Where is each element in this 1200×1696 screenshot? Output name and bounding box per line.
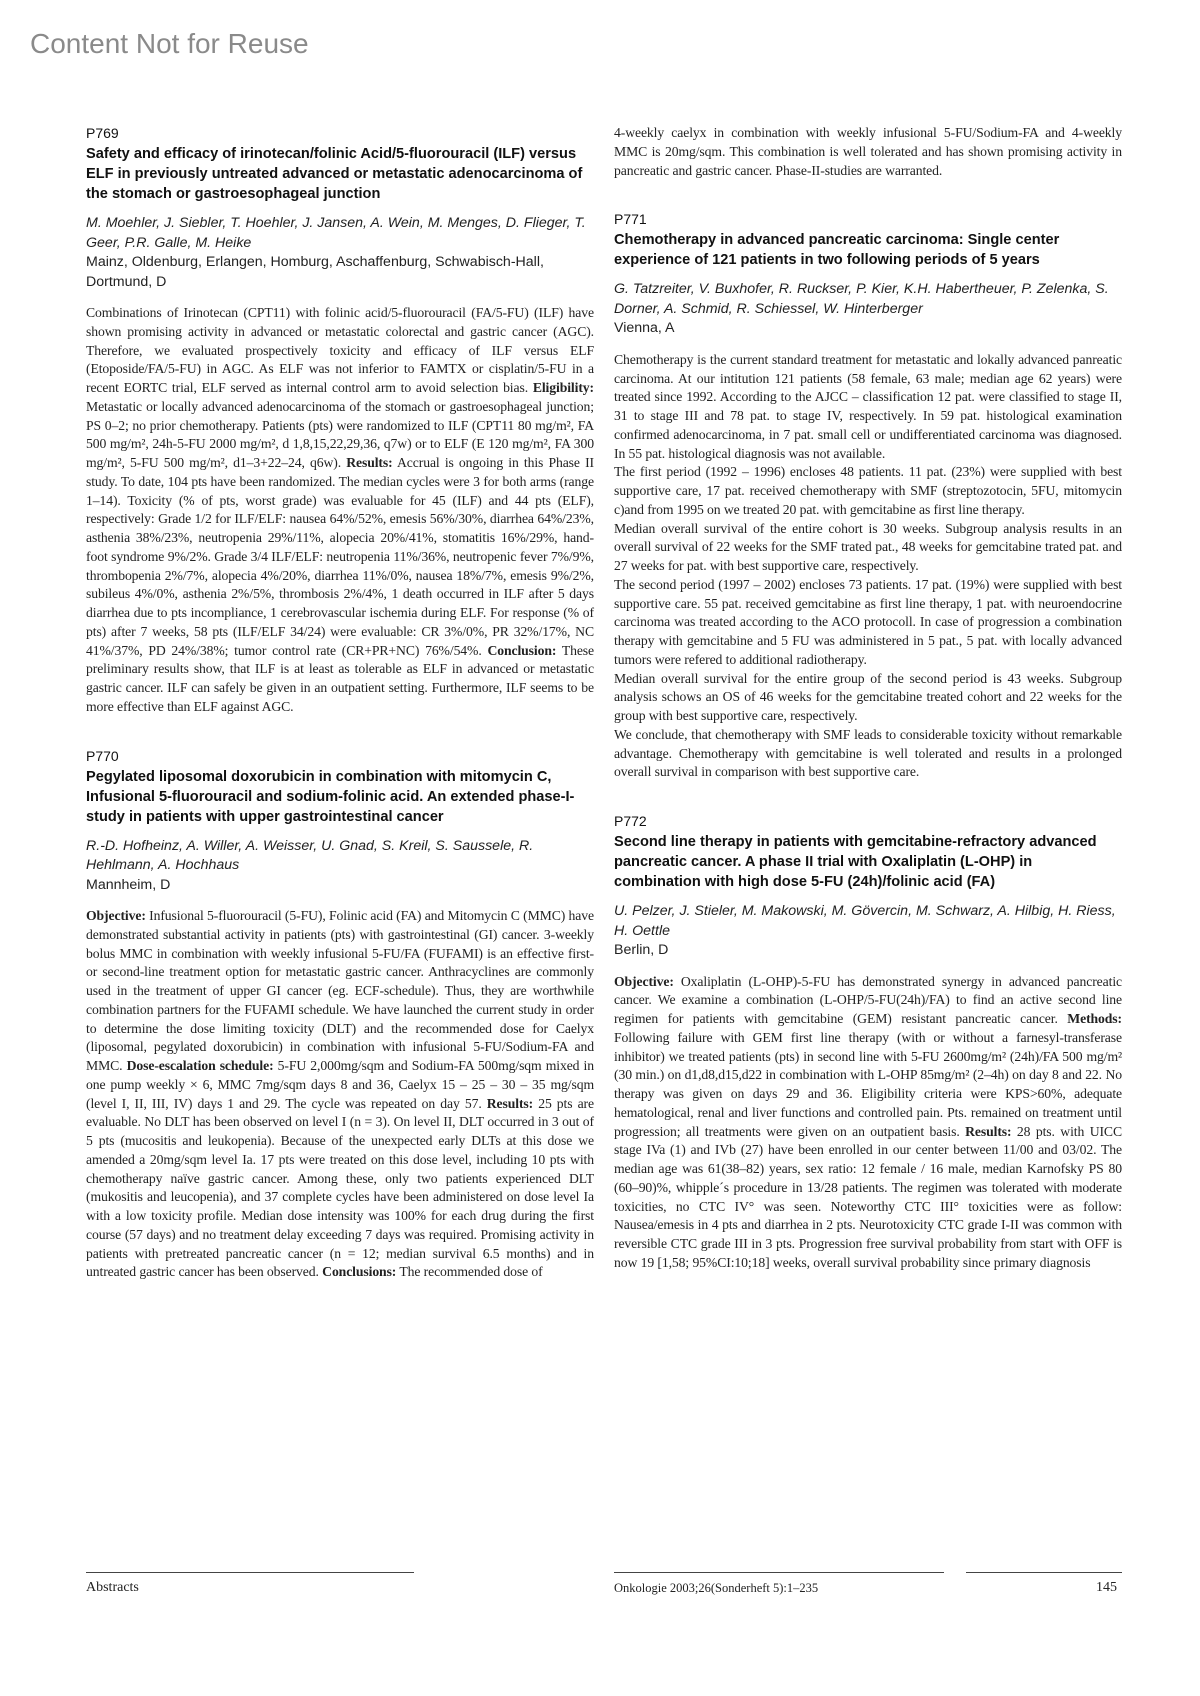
abstract-affiliation: Vienna, A <box>614 320 675 337</box>
abstract-authors: U. Pelzer, J. Stieler, M. Makowski, M. Gövercin, M. Schwarz, A. Hilbig, H. Riess, H. Oettle <box>614 903 1116 939</box>
body-text: Infusional 5-fluorouracil (5-FU), Folinic acid (FA) and Mitomycin C (MMC) have demonstrated substantial activity in patients (pts) with gastrointestinal (GI) cancer. 3-weekly bolus MMC in combination with weekly infusional 5-FU/FA (FUFAMI) is an effective first- or second-line treatment option for metastatic gastric cancer. Anthracyclines are commonly used in the treatment of upper GI cancer (eg. ECF-schedule). Thus, they are worthwhile combination partners for the FUFAMI schedule. We have launched the current study in order to determine the dose limiting toxicity (DLT) and the recommended dose for Caelyx (liposomal, pegylated doxorubicin) in combination with infusional 5-FU/Sodium-FA and MMC. <box>86 908 594 1073</box>
abstract-title: Second line therapy in patients with gemcitabine-refractory advanced pancreatic cancer. A phase II trial with Oxaliplatin (L-OHP) in combination with high dose 5-FU (24h)/folinic acid (FA) <box>614 834 1097 890</box>
section-label: Results: <box>486 1095 534 1111</box>
section-label: Methods: <box>1067 1011 1122 1026</box>
footer-rule-left <box>86 1572 414 1573</box>
section-label: Conclusion: <box>487 642 557 658</box>
section-label: Results: <box>346 455 393 470</box>
footer-section-label: Abstracts <box>86 1580 139 1595</box>
section-label: Conclusions: <box>322 1264 397 1280</box>
footer-journal-citation: Onkologie 2003;26(Sonderheft 5):1–235 <box>614 1581 819 1595</box>
abstract-authors: G. Tatzreiter, V. Buxhofer, R. Ruckser, P. Kier, K.H. Habertheuer, P. Zelenka, S. Dorner, A. Schmid, R. Schiessel, W. Hinterberger <box>614 281 1109 317</box>
body-paragraph: The first period (1992 – 1996) encloses 48 patients. 11 pat. (23%) were supplied with best supportive care, 17 pat. received chemotherapy with SMF (streptozotocin, 5FU, mitomycin c)and from 1995 on we treated 20 pat. with gemcitabine as first line therapy. <box>614 464 1122 517</box>
body-paragraph: Median overall survival for the entire group of the second period is 43 weeks. Subgroup analysis schows an OS of 46 weeks for the gemcitabine treated cohort and 22 weeks for the group with best supportive care, respectively. <box>614 670 1122 723</box>
abstract-p772 <box>614 812 1122 1273</box>
body-text: Oxaliplatin (L-OHP)-5-FU has demonstrated synergy in advanced pancreatic cancer. We examine a combination (L-OHP/5-FU(24h)/FA) to find an active second line regimen for patients with gemcitabine (GEM) resistant pancreatic cancer. <box>614 973 1122 1026</box>
abstract-p770 <box>86 747 594 1283</box>
abstract-authors: R.-D. Hofheinz, A. Willer, A. Weisser, U. Gnad, S. Kreil, S. Saussele, R. Hehlmann, A. Hochhaus <box>86 837 534 873</box>
section-label: Eligibility: <box>532 380 594 395</box>
body-text: The recommended dose of <box>396 1264 543 1280</box>
abstract-id: P772 <box>614 813 647 829</box>
abstract-body <box>614 351 1122 782</box>
section-label: Objective: <box>86 908 146 923</box>
body-paragraph: Median overall survival of the entire cohort is 30 weeks. Subgroup analysis results in an overall survival of 22 weeks for the SMF trated pat., 48 weeks for gemcitabine trated pat. and 27 weeks for pat. with best supportive care, respectively. <box>614 520 1122 573</box>
section-label: Dose-escalation schedule: <box>126 1058 274 1073</box>
abstract-body <box>86 304 594 717</box>
body-text: Following failure with GEM first line therapy (with or without a farnesyl-transferase inhibitor) we treated patients (pts) in second line with 5-FU 2600mg/m² (24h)/FA 500 mg/m² (30 min.) on d1,d8,d15,d22 in combination with L-OHP 85mg/m² (2–4h) on day 8 and 22. No therapy was given on days 29 and 36. Eligibility criteria were KPS>60%, adequate hematological, renal and liver functions and controlled pain. Pts. remained on treatment until progression; all treatments were given on an outpatient basis. <box>614 1029 1122 1139</box>
abstract-title: Chemotherapy in advanced pancreatic carcinoma: Single center experience of 121 patients in two following periods of 5 years <box>614 232 1060 269</box>
left-column <box>86 124 594 1312</box>
right-column <box>614 124 1122 1303</box>
abstract-id: P770 <box>86 747 119 764</box>
abstract-id: P769 <box>86 125 119 141</box>
abstract-id: P771 <box>614 211 647 228</box>
body-text: Combinations of Irinotecan (CPT11) with folinic acid/5-fluorouracil (FA/5-FU) (ILF) have shown promising activity in advanced or metastatic colorectal and gastric cancer (AGC). Therefore, we evaluated prospectively toxicity and efficacy of ILF versus ELF (Etoposide/FA/5-FU) in AGC. As ELF was not inferior to FAMTX or cisplatin/5-FU in a recent EORTC trial, ELF served as internal control arm to avoid selection bias. <box>86 305 594 395</box>
body-text: Accrual is ongoing in this Phase II study. To date, 104 pts have been randomized. The median cycles were 3 for both arms (range 1–14). Toxicity (% of pts, worst grade) was evaluable for 45 (ILF) and 44 pts (ELF), respectively: Grade 1/2 for ILF/ELF: nausea 64%/52%, emesis 56%/30%, diarrhea 64%/23%, asthenia 38%/23%, neutropenia 29%/11%, alopecia 20%/41%, stomatitis 16%/29%, hand-foot syndrome 9%/2%. Grade 3/4 ILF/ELF: neutropenia 11%/36%, neutropenic fever 7%/9%, thrombopenia 2%/7%, alopecia 4%/20%, diarrhea 11%/0%, nausea 18%/7%, emesis 9%/2%, subileus 4%/0%, asthenia 2%/5%, thrombosis 2%/4%, 1 death occurred in ILF after 5 days diarrhea due to pts incompliance, 1 cerebrovascular ischemia during ELF. For response (% of pts) after 7 weeks, 58 pts (ILF/ELF 34/24) were evaluable: CR 3%/0%, PR 32%/17%, NC 41%/37%, PD 24%/38%; tumor control rate (CR+PR+NC) 76%/54%. <box>86 455 594 658</box>
body-text: 5-FU 2,000mg/sqm and Sodium-FA 500mg/sqm mixed in one pump weekly × 6, MMC 7mg/sqm days 8 and 36, Caelyx 15 – 25 – 30 – 35 mg/sqm (level I, II, III, IV) days 1 and 29. The cycle was repeated on day 57. <box>86 1058 594 1111</box>
abstract-authors: M. Moehler, J. Siebler, T. Hoehler, J. Jansen, A. Wein, M. Menges, D. Flieger, T. Geer, P.R. Galle, M. Heike <box>86 215 586 251</box>
footer-page-number: 145 <box>1096 1580 1117 1595</box>
body-text: 28 pts. with UICC stage IVa (1) and IVb (27) have been enrolled in our center between 11/00 and 03/02. The median age was 61(38–82) years, sex ratio: 12 female / 16 male, median Karnofsky PS 80 (60–90)%, whipple´s procedure in 13/28 patients. The regimen was tolerated with moderate toxicities, no CTC IV° was seen. Noteworthy CTC III° toxicities were as follow: Nausea/emesis in 4 pts and diarrhea in 2 pts. Neurotoxicity CTC grade I-II was common with reversible CTC grade III in 3 pts. Progression free survival probability from start with OFF is now 19 [1,58; 95%CI:10;18] weeks, overall survival probability since primary diagnosis <box>614 1123 1122 1270</box>
body-text: These preliminary results show, that ILF is at least as tolerable as ELF in advanced or metastatic gastric cancer. ILF can safely be given in an outpatient setting. Furthermore, ILF seems to be more effective than ELF against AGC. <box>86 642 594 714</box>
body-text: 25 pts are evaluable. No DLT has been observed on level I (n = 3). On level II, DLT occurred in 3 out of 5 pts (mucositis and leukopenia). Because of the unexpected early DLTs at this dose we amended a 20mg/sqm level Ia. 17 pts were treated on this dose level, including 10 pts with chemotherapy naïve gastric cancer. Among these, only two patients experienced DLT (mukositis and leucopenia), and 37 complete cycles have been administered on dose level Ia with a low toxicity profile. Median dose intensity was 100% for each drug during the first course (57 days) and no treatment delay exceeding 7 days was required. Promising activity in patients with pretreated pancreatic cancer (n = 12; median survival 6.5 months) and in untreated gastric cancer has been observed. <box>86 1095 594 1280</box>
section-label: Objective: <box>614 973 674 989</box>
abstract-p771 <box>614 210 1122 782</box>
body-text: 4-weekly caelyx in combination with weekly infusional 5-FU/Sodium-FA and 4-weekly MMC is 20mg/sqm. This combination is well tolerated and has shown promising activity in pancreatic and gastric cancer. Phase-II-studies are warranted. <box>614 125 1122 178</box>
body-paragraph: Chemotherapy is the current standard treatment for metastatic and lokally advanced panreatic carcinoma. At our intitution 121 patients (58 female, 63 male; median age 62 years) were treated since 1992. According to the AJCC – classification 12 pat. were classified to stage II, 31 to stage III and 78 pat. to stage IV, respectively. In 59 pat. histological examination confirmed adenocarcinoma, in 7 pat. small cell or undifferentiated carcinoma was diagnosed. In 55 pat. histological diagnosis was not available. <box>614 351 1122 461</box>
section-label: Results: <box>965 1123 1012 1139</box>
watermark-text: Content Not for Reuse <box>30 28 309 59</box>
abstract-affiliation: Berlin, D <box>614 942 669 958</box>
body-text: Metastatic or locally advanced adenocarcinoma of the stomach or gastroesophageal junction; PS 0–2; no prior chemotherapy. Patients (pts) were randomized to ILF (CPT11 80 mg/m², FA 500 mg/m², 24h-5-FU 2000 mg/m², d 1,8,15,22,29,36, q7w) or to ELF (E 120 mg/m², FA 300 mg/m², 5-FU 500 mg/m², d1–3+22–24, q6w). <box>86 398 594 470</box>
abstract-affiliation: Mannheim, D <box>86 876 171 893</box>
abstract-title: Pegylated liposomal doxorubicin in combination with mitomycin C, Infusional 5-fluorouracil and sodium-folinic acid. An extended phase-I-study in patients with upper gastrointestinal cancer <box>86 768 575 825</box>
abstract-body-continued <box>614 124 1122 180</box>
abstract-p770-continued <box>614 124 1122 180</box>
abstract-body <box>614 973 1122 1273</box>
body-paragraph: We conclude, that chemotherapy with SMF leads to considerable toxicity without remarkable advantage. Chemotherapy with gemcitabine is well tolerated and results in a prolonged overall survival in comparison with best supportive care. <box>614 726 1122 780</box>
abstract-p769 <box>86 124 594 717</box>
abstract-body <box>86 907 594 1282</box>
abstract-title: Safety and efficacy of irinotecan/folinic Acid/5-fluorouracil (ILF) versus ELF in previously untreated advanced or metastatic adenocarcinoma of the stomach or gastroesophageal junction <box>86 146 583 202</box>
footer-rule-middle <box>614 1572 944 1573</box>
body-paragraph: The second period (1997 – 2002) encloses 73 patients. 17 pat. (19%) were supplied with best supportive care. 55 pat. received gemcitabine as first line therapy, 1 pat. with neuroendocrine carcinoma was treated according to the ACO protocoll. In case of progression a combination therapy with gemcitabine and 5 FU was administered in 5 pat., 5 pat. with locally advanced tumors were refered to additional radiotherapy. <box>614 576 1122 667</box>
footer-rule-right <box>966 1572 1122 1573</box>
abstract-affiliation: Mainz, Oldenburg, Erlangen, Homburg, Aschaffenburg, Schwabisch-Hall, Dortmund, D <box>86 254 544 290</box>
